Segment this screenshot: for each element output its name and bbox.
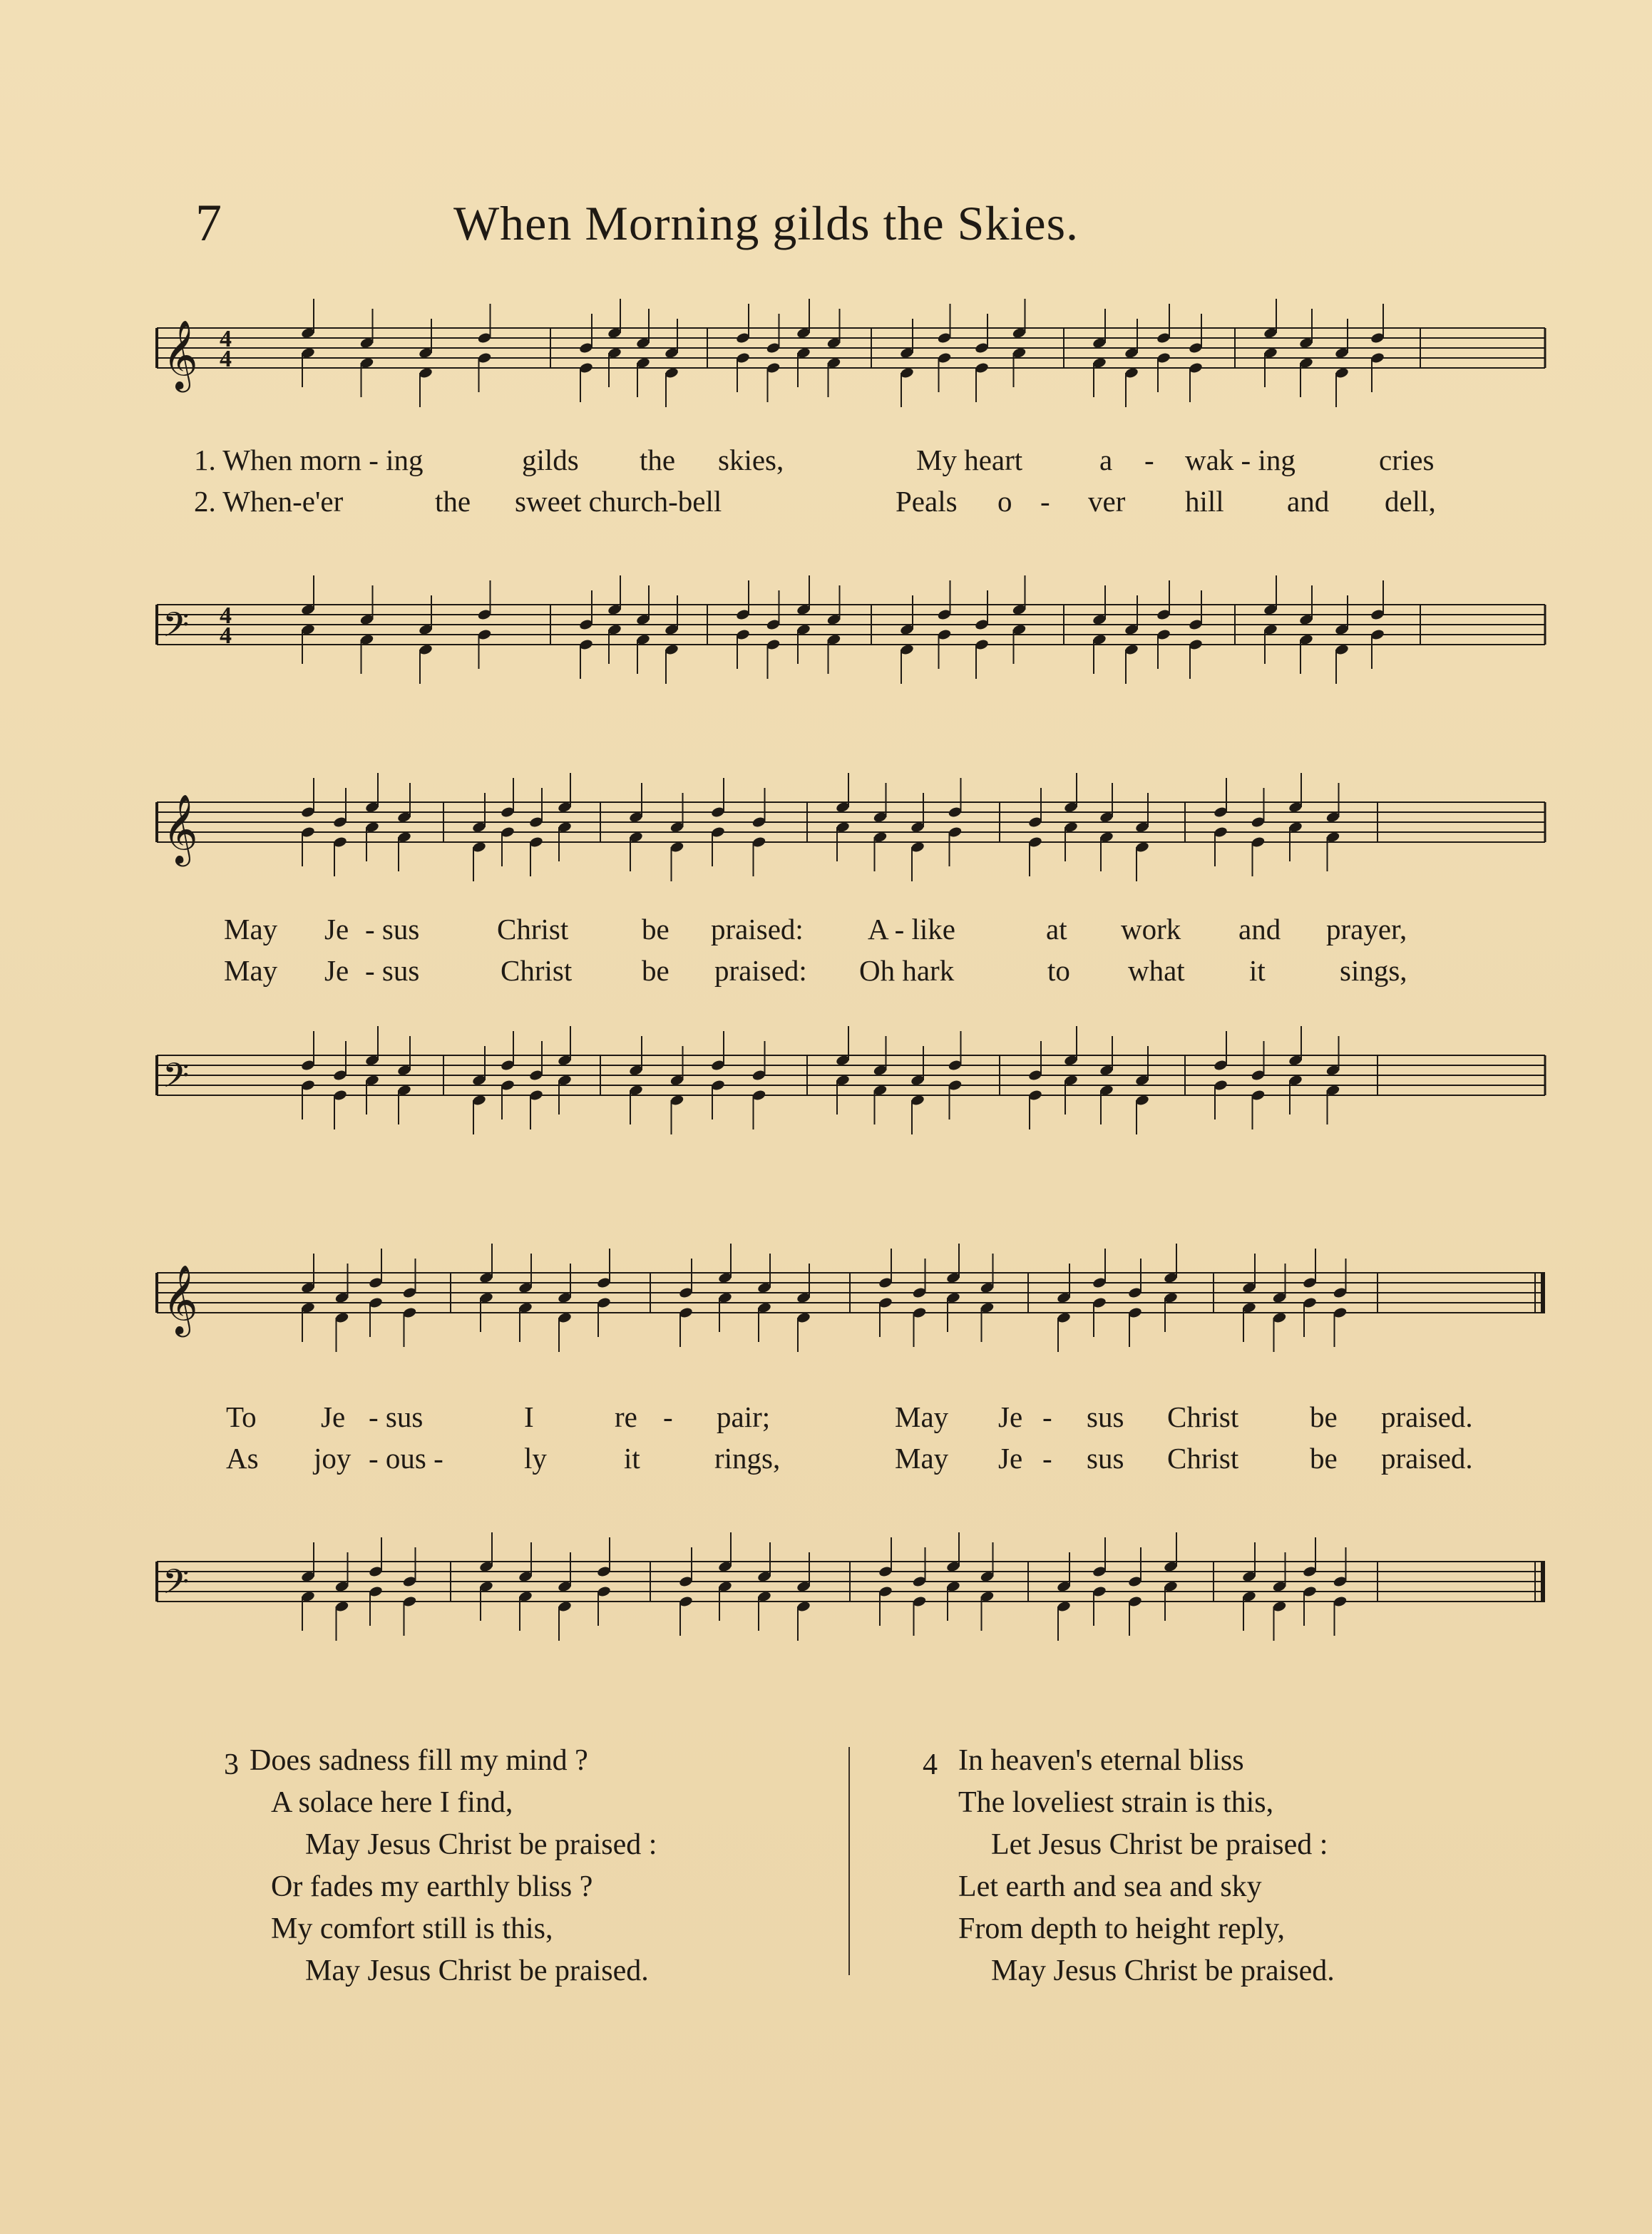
syllable: be — [1310, 1400, 1338, 1433]
syllable: Je — [321, 1400, 346, 1433]
syllable: work — [1121, 913, 1181, 946]
syllable: Peals — [896, 485, 958, 518]
verse-line: Let earth and sea and sky — [958, 1870, 1262, 1903]
time-signature-top: 4 — [220, 603, 232, 629]
syllable: May — [895, 1442, 949, 1475]
syllable: Christ — [1167, 1442, 1239, 1475]
syllable: praised: — [714, 954, 807, 987]
verse-line: My comfort still is this, — [271, 1912, 553, 1945]
bass-clef-icon: 𝄢 — [163, 1055, 190, 1104]
syllable: sus — [1087, 1400, 1124, 1433]
syllable: be — [1310, 1442, 1338, 1475]
verse-line: May Jesus Christ be praised : — [305, 1828, 657, 1861]
syllable: Christ — [501, 954, 573, 987]
syllable: wak - ing — [1185, 444, 1296, 476]
syllable: sus — [1087, 1442, 1124, 1475]
syllable: the — [435, 485, 471, 518]
music-system-2 — [151, 774, 1552, 1173]
syllable: it — [624, 1442, 640, 1475]
hymn-number: 7 — [195, 194, 222, 252]
syllable: Christ — [497, 913, 569, 946]
syllable: - sus — [365, 954, 420, 987]
syllable: May — [895, 1400, 949, 1433]
verse-line: From depth to height reply, — [958, 1912, 1286, 1945]
syllable: re — [615, 1400, 637, 1433]
syllable: To — [226, 1400, 257, 1433]
bass-clef-icon: 𝄢 — [163, 1562, 190, 1610]
verse-divider — [848, 1747, 850, 1975]
syllable: o — [997, 485, 1012, 518]
syllable: - — [1042, 1400, 1052, 1433]
verse-line: Let Jesus Christ be praised : — [991, 1828, 1328, 1861]
syllable: to — [1047, 954, 1070, 987]
syllable: gilds — [522, 444, 579, 476]
syllable: cries — [1379, 444, 1435, 476]
time-signature-top: 4 — [220, 326, 232, 352]
syllable: - — [1042, 1442, 1052, 1475]
treble-clef-icon: 𝄞 — [163, 1264, 198, 1334]
syllable: 1. When morn - ing — [194, 444, 424, 476]
syllable: sings, — [1340, 954, 1407, 987]
syllable: - — [663, 1400, 673, 1433]
syllable: the — [640, 444, 676, 476]
bass-staff-1 — [151, 307, 1552, 706]
noteheads — [300, 1532, 1348, 1641]
syllable: be — [642, 913, 669, 946]
verse-line: The loveliest strain is this, — [958, 1786, 1274, 1819]
verse-line: May Jesus Christ be praised. — [305, 1954, 649, 1987]
time-signature-bottom: 4 — [220, 346, 232, 372]
syllable: a — [1099, 444, 1113, 476]
syllable: be — [642, 954, 669, 987]
syllable: - — [1040, 485, 1050, 518]
syllable: rings, — [714, 1442, 781, 1475]
verse-number: 3 — [224, 1748, 239, 1781]
syllable: A - like — [868, 913, 955, 946]
syllable: May — [224, 954, 278, 987]
syllable: As — [226, 1442, 259, 1475]
time-signature-bottom: 4 — [220, 622, 232, 649]
syllable: - sus — [369, 1400, 424, 1433]
syllable: hill — [1185, 485, 1224, 518]
syllable: - sus — [365, 913, 420, 946]
syllable: dell, — [1385, 485, 1436, 518]
syllable: Je — [324, 954, 349, 987]
syllable: praised. — [1381, 1442, 1473, 1475]
syllable: - — [1144, 444, 1154, 476]
syllable: joy — [314, 1442, 352, 1475]
syllable: ver — [1088, 485, 1126, 518]
staff-lines — [157, 1055, 1545, 1104]
syllable: skies, — [718, 444, 784, 476]
bass-staff-3 — [151, 1251, 1552, 1651]
syllable: I — [524, 1400, 534, 1433]
syllable: My heart — [916, 444, 1023, 476]
verse-line: In heaven's eternal bliss — [958, 1744, 1244, 1777]
syllable: pair; — [717, 1400, 771, 1433]
verse-line: A solace here I find, — [271, 1786, 513, 1819]
syllable: Christ — [1167, 1400, 1239, 1433]
syllable: 2. When-e'er — [194, 485, 344, 518]
syllable: - ous - — [369, 1442, 443, 1475]
music-system-3 — [151, 1251, 1552, 1651]
syllable: praised. — [1381, 1400, 1473, 1433]
hymn-title: When Morning gilds the Skies. — [453, 196, 1079, 250]
treble-clef-icon: 𝄞 — [163, 319, 198, 389]
syllable: Je — [998, 1442, 1023, 1475]
bass-clef-icon: 𝄢 — [163, 605, 190, 653]
syllable: and — [1238, 913, 1281, 946]
verse-line: Does sadness fill my mind ? — [250, 1744, 588, 1777]
noteheads — [300, 575, 1385, 684]
syllable: at — [1046, 913, 1067, 946]
staff-lines — [157, 603, 1545, 653]
syllable: Je — [324, 913, 349, 946]
syllable: May — [224, 913, 278, 946]
treble-clef-icon: 𝄞 — [163, 794, 198, 864]
syllable: prayer, — [1326, 913, 1407, 946]
hymn-header — [193, 191, 1438, 255]
syllable: it — [1249, 954, 1266, 987]
syllable: what — [1128, 954, 1185, 987]
bass-staff-2 — [151, 774, 1552, 1173]
verse-line: May Jesus Christ be praised. — [991, 1954, 1335, 1987]
syllable: Je — [998, 1400, 1023, 1433]
syllable: and — [1287, 485, 1330, 518]
music-system-1 — [151, 307, 1552, 706]
syllable: Oh hark — [859, 954, 955, 987]
syllable: sweet church-bell — [515, 485, 722, 518]
additional-verses — [214, 1740, 1462, 2011]
syllable: ly — [524, 1442, 547, 1475]
verse-line: Or fades my earthly bliss ? — [271, 1870, 593, 1903]
verse-number: 4 — [923, 1748, 938, 1781]
syllable: praised: — [711, 913, 804, 946]
